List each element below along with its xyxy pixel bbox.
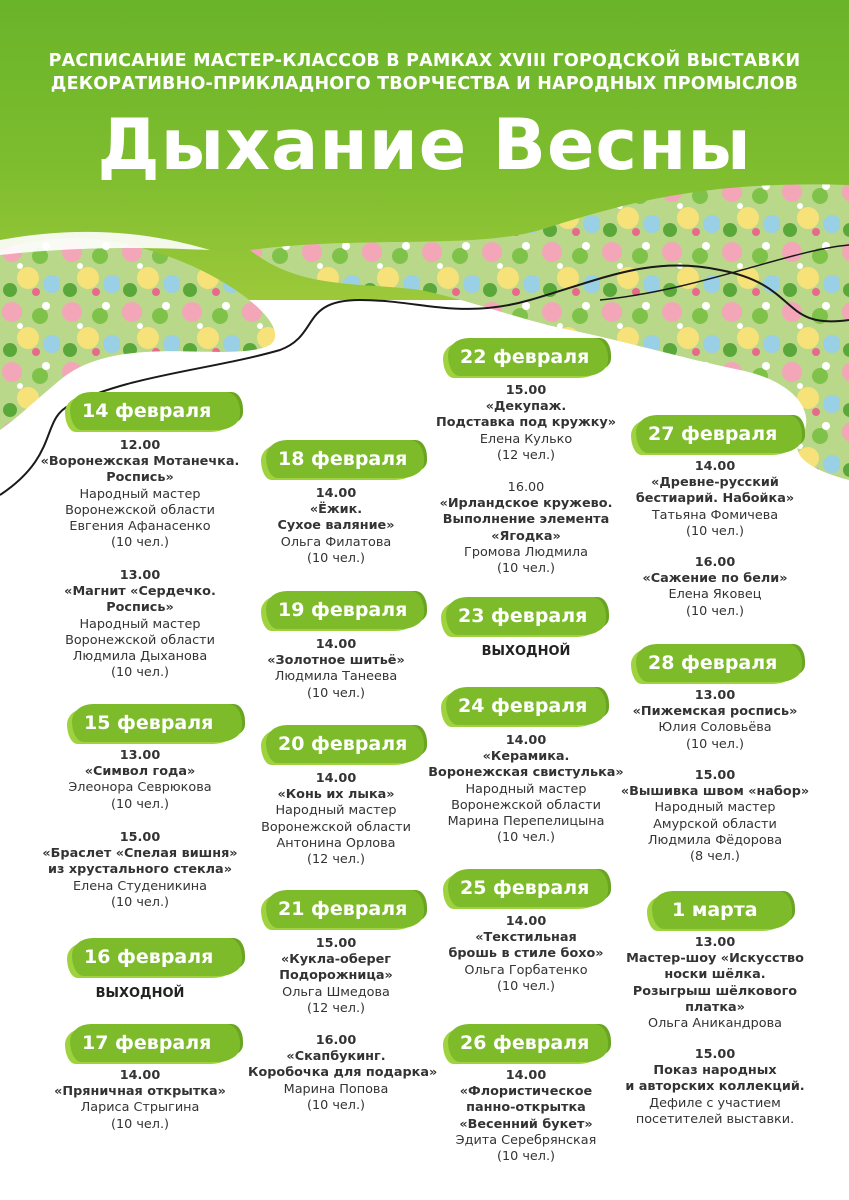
- event-title: Мастер-шоу «Искусство: [626, 951, 804, 967]
- event-master: Эдита Серебрянская: [455, 1132, 597, 1148]
- event-time: 15.00: [119, 830, 161, 845]
- date-badge-feb18: 18 февраля: [266, 440, 424, 478]
- event-feb21-2: [248, 1033, 438, 1114]
- event-feb19-1: [248, 637, 424, 702]
- event-title: «Ягодка»: [491, 528, 561, 544]
- event-master: Елена Яковец: [668, 587, 762, 603]
- event-capacity: (8 чел.): [690, 849, 740, 865]
- event-master: Ольга Шмедова: [282, 984, 390, 1000]
- event-title: из хрустального стекла»: [48, 862, 232, 878]
- event-master: Народный мастер: [654, 800, 776, 816]
- event-feb24-1: [428, 733, 624, 846]
- date-badge-feb17: 17 февраля: [70, 1024, 240, 1062]
- event-master: Воронежской области: [451, 797, 601, 813]
- event-capacity: (12 чел.): [306, 852, 366, 868]
- event-capacity: (10 чел.): [110, 535, 170, 551]
- event-title: Выполнение элемента: [442, 512, 610, 528]
- event-feb27-2: [616, 555, 814, 620]
- event-master: Народный мастер: [79, 486, 201, 502]
- event-title: «Золотное шитьё»: [267, 653, 405, 669]
- date-badge-feb25: 25 февраля: [448, 869, 608, 907]
- day-off-label: ВЫХОДНОЙ: [95, 986, 185, 1001]
- event-master: Народный мастер: [79, 616, 201, 632]
- event-time: 12.00: [119, 438, 161, 453]
- event-feb27-1: [616, 459, 814, 540]
- event-mar1-1: [616, 935, 814, 1032]
- date-badge-mar1: 1 марта: [652, 891, 792, 929]
- event-time: 15.00: [315, 936, 357, 951]
- event-master: Людмила Танеева: [274, 669, 398, 685]
- date-badge-feb26: 26 февраля: [448, 1024, 608, 1062]
- event-title: «Ирландское кружево.: [439, 496, 613, 512]
- event-title: Сухое валяние»: [277, 518, 395, 534]
- header-subtitle: [0, 50, 849, 96]
- event-title: «Сажение по бели»: [642, 571, 788, 587]
- event-capacity: (12 чел.): [496, 447, 556, 463]
- event-title: «Кукла-оберег: [280, 952, 391, 968]
- event-title: Подставка под кружку»: [436, 415, 616, 431]
- event-capacity: (10 чел.): [685, 736, 745, 752]
- date-badge-feb20: 20 февраля: [266, 725, 424, 763]
- event-title: «Пряничная открытка»: [54, 1084, 226, 1100]
- event-master: Элеонора Севрюкова: [68, 780, 212, 796]
- event-capacity: (10 чел.): [496, 830, 556, 846]
- event-title: «Керамика.: [482, 749, 570, 765]
- event-time: 14.00: [505, 914, 547, 929]
- event-title: «Браслет «Спелая вишня»: [42, 846, 238, 862]
- event-capacity: (10 чел.): [496, 978, 556, 994]
- event-master: Амурской области: [653, 816, 777, 832]
- event-feb26-1: [428, 1068, 624, 1165]
- date-badge-feb22: 22 февраля: [448, 338, 608, 376]
- event-feb28-1: [616, 688, 814, 753]
- event-capacity: (10 чел.): [306, 685, 366, 701]
- event-feb22-1: [428, 383, 624, 464]
- event-title: Роспись»: [106, 470, 174, 486]
- event-capacity: (10 чел.): [685, 523, 745, 539]
- event-capacity: (10 чел.): [685, 603, 745, 619]
- event-master: Людмила Дыханова: [72, 649, 208, 665]
- event-title: Розыгрыш шёлкового: [632, 983, 798, 999]
- event-capacity: (10 чел.): [306, 550, 366, 566]
- date-badge-feb23: 23 февраля: [446, 597, 606, 635]
- subtitle-line-2: ДЕКОРАТИВНО-ПРИКЛАДНОГО ТВОРЧЕСТВА И НАРОДНЫХ ПРОМЫСЛОВ: [50, 74, 799, 94]
- subtitle-line-1: РАСПИСАНИЕ МАСТЕР-КЛАССОВ В РАМКАХ XVIII ГОРОДСКОЙ ВЫСТАВКИ: [48, 51, 801, 71]
- event-feb28-2: [616, 768, 814, 865]
- event-time: 16.00: [507, 480, 545, 495]
- event-title: платка»: [685, 999, 745, 1015]
- event-title: «Магнит «Сердечко.: [64, 584, 216, 600]
- date-badge-feb16: 16 февраля: [72, 938, 242, 976]
- event-time: 16.00: [315, 1033, 357, 1048]
- event-time: 13.00: [694, 935, 736, 950]
- event-title: «Ёжик.: [309, 502, 363, 518]
- event-feb25-1: [428, 914, 624, 995]
- event-title: «Скапбукинг.: [286, 1049, 386, 1065]
- event-time: 14.00: [505, 1068, 547, 1083]
- event-time: 14.00: [505, 733, 547, 748]
- event-title: «Весенний букет»: [459, 1116, 593, 1132]
- event-title: бестиарий. Набойка»: [635, 491, 795, 507]
- event-master: Народный мастер: [465, 781, 587, 797]
- event-title: «Флористическое: [459, 1084, 593, 1100]
- event-feb14-1: [40, 438, 240, 551]
- event-time: 14.00: [315, 637, 357, 652]
- event-title: брошь в стиле бохо»: [448, 946, 604, 962]
- event-title: «Текстильная: [475, 930, 577, 946]
- date-badge-feb27: 27 февраля: [636, 415, 802, 453]
- day-off-label: ВЫХОДНОЙ: [481, 644, 571, 659]
- event-title: Коробочка для подарка»: [248, 1065, 438, 1081]
- event-capacity: (10 чел.): [496, 561, 556, 577]
- event-capacity: (10 чел.): [110, 894, 170, 910]
- event-time: 13.00: [119, 568, 161, 583]
- event-time: 14.00: [694, 459, 736, 474]
- event-master: Громова Людмила: [464, 544, 588, 560]
- event-capacity: (10 чел.): [110, 1116, 170, 1132]
- event-time: 16.00: [694, 555, 736, 570]
- event-master: Дефиле с участием: [649, 1095, 781, 1111]
- event-time: 15.00: [694, 1047, 736, 1062]
- event-master: Елена Кулько: [479, 431, 573, 447]
- event-time: 13.00: [119, 748, 161, 763]
- event-title: «Вышивка швом «набор»: [620, 784, 810, 800]
- event-feb14-2: [40, 568, 240, 681]
- event-time: 15.00: [505, 383, 547, 398]
- event-time: 14.00: [119, 1068, 161, 1083]
- event-title: Роспись»: [106, 600, 174, 616]
- event-master: Воронежской области: [65, 632, 215, 648]
- event-title: носки шёлка.: [664, 967, 766, 983]
- event-master: Юлия Соловьёва: [658, 720, 772, 736]
- event-master: Народный мастер: [275, 803, 397, 819]
- event-title: «Символ года»: [84, 764, 196, 780]
- event-master: Воронежской области: [65, 502, 215, 518]
- event-capacity: (10 чел.): [110, 665, 170, 681]
- event-master: Антонина Орлова: [276, 835, 396, 851]
- date-badge-feb21: 21 февраля: [266, 890, 424, 928]
- event-title: «Конь их лыка»: [277, 787, 395, 803]
- event-capacity: (10 чел.): [110, 796, 170, 812]
- event-master: Ольга Филатова: [280, 534, 392, 550]
- event-time: 14.00: [315, 486, 357, 501]
- event-master: посетителей выставки.: [635, 1111, 795, 1127]
- event-time: 13.00: [694, 688, 736, 703]
- event-master: Марина Попова: [283, 1081, 389, 1097]
- date-badge-feb28: 28 февраля: [636, 644, 802, 682]
- event-capacity: (10 чел.): [496, 1149, 556, 1165]
- main-title: Дыхание Весны: [97, 104, 752, 186]
- event-master: Марина Перепелицына: [447, 814, 605, 830]
- event-master: Лариса Стрыгина: [80, 1100, 200, 1116]
- event-time: 15.00: [694, 768, 736, 783]
- event-title: «Декупаж.: [485, 399, 567, 415]
- event-title: «Воронежская Мотанечка.: [40, 454, 240, 470]
- event-capacity: (12 чел.): [306, 1000, 366, 1016]
- event-feb17-1: [40, 1068, 240, 1133]
- event-title: Подорожница»: [279, 968, 393, 984]
- event-title: Воронежская свистулька»: [428, 765, 624, 781]
- event-master: Евгения Афанасенко: [69, 519, 211, 535]
- event-feb20-1: [248, 771, 424, 868]
- event-feb21-1: [248, 936, 424, 1017]
- event-master: Ольга Аникандрова: [648, 1016, 782, 1032]
- event-feb18-1: [248, 486, 424, 567]
- event-title: панно-открытка: [466, 1100, 586, 1116]
- event-feb22-2: [428, 480, 624, 577]
- event-master: Татьяна Фомичева: [651, 507, 779, 523]
- event-time: 14.00: [315, 771, 357, 786]
- event-title: «Пижемская роспись»: [632, 704, 798, 720]
- date-badge-feb19: 19 февраля: [266, 591, 424, 629]
- date-badge-feb24: 24 февраля: [446, 687, 606, 725]
- event-feb15-2: [40, 830, 240, 911]
- event-title: и авторских коллекций.: [625, 1079, 805, 1095]
- event-feb15-1: [40, 748, 240, 813]
- event-capacity: (10 чел.): [306, 1097, 366, 1113]
- event-master: Воронежской области: [261, 819, 411, 835]
- event-mar1-2: [616, 1047, 814, 1128]
- event-master: Людмила Фёдорова: [647, 832, 783, 848]
- date-badge-feb15: 15 февраля: [72, 704, 242, 742]
- event-master: Ольга Горбатенко: [464, 962, 588, 978]
- date-badge-feb14: 14 февраля: [70, 392, 240, 430]
- event-title: «Древне-русский: [651, 475, 779, 491]
- event-master: Елена Студеникина: [72, 878, 208, 894]
- event-title: Показ народных: [653, 1063, 777, 1079]
